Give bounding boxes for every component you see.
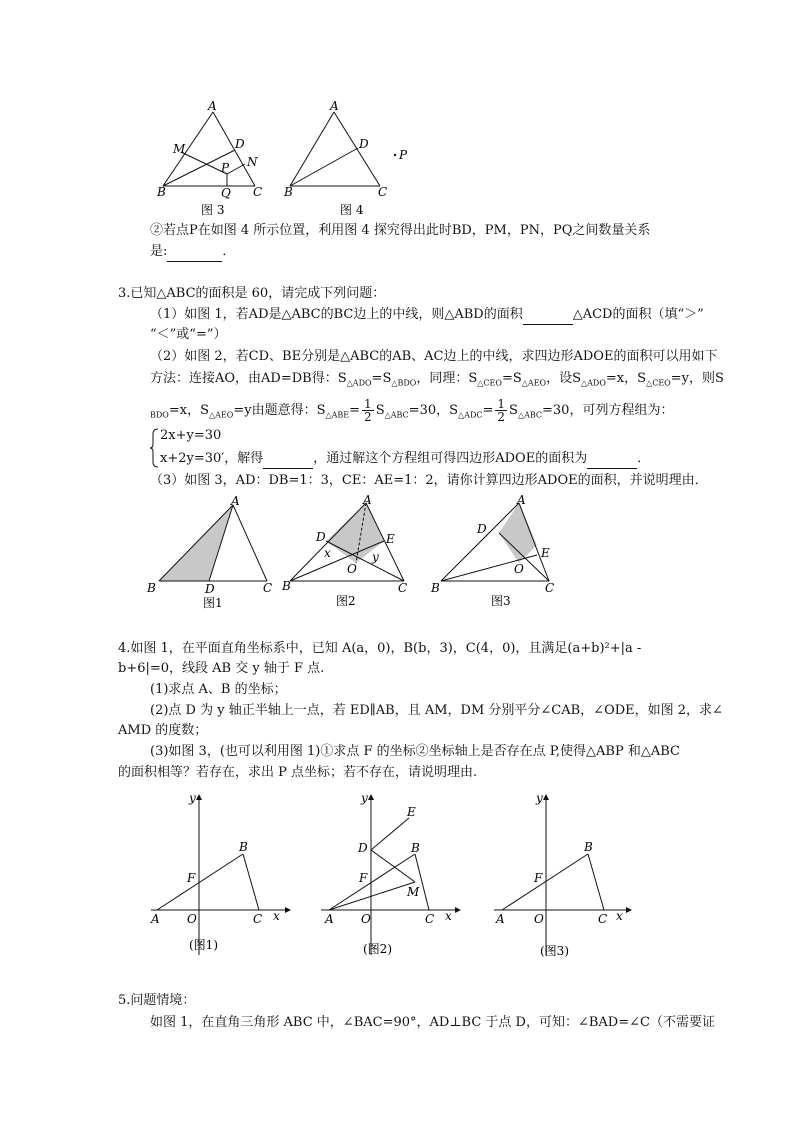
equation-2: [160, 450, 650, 469]
q3-p2-t2: =S: [371, 371, 392, 386]
q4-line4: (2)点 D 为 y 轴正半轴上一点，若 ED∥AB，且 AM，DM 分别平分∠CAB，∠ODE，如图 2，求∠: [150, 703, 723, 718]
q4g2-caption: (图2): [363, 942, 392, 956]
q3f2-label-a: A: [363, 495, 372, 507]
q4-figure-1: [145, 790, 295, 965]
q3-part1-line2: “＜”或“=”）: [150, 327, 227, 342]
q4-line3: (1)求点 A、B 的坐标；: [150, 682, 287, 697]
q3-figure-1: [145, 495, 280, 610]
q3f2-label-y: y: [372, 550, 379, 564]
q3f1-label-c: C: [263, 581, 273, 595]
q4-figure-3: [490, 790, 640, 965]
q2-part2-line2: [150, 243, 235, 262]
q4g3-label-c: C: [598, 912, 608, 926]
q4g3-label-a: A: [496, 912, 505, 926]
q3-part3: （3）如图 3，AD：DB=1：3，CE：AE=1：2，请你计算四边形ADOE的面积，并说明理由．: [150, 473, 708, 488]
frac2-num: 1: [497, 397, 506, 411]
q3f3-label-b: B: [431, 581, 440, 595]
frac2-den: 2: [497, 410, 506, 424]
q3-p1-blank[interactable]: [523, 306, 573, 325]
q3f3-label-e: E: [541, 546, 550, 560]
q4g1-caption: (图1): [189, 938, 218, 952]
q3-solve-text: ，解得: [224, 451, 264, 466]
q4g3-label-o: O: [534, 912, 544, 926]
q3-part1-line1: [150, 306, 704, 325]
q4g2-label-x: x: [445, 909, 452, 923]
q3f2-label-x: x: [324, 546, 331, 560]
q3-p2c-t2: =y由题意得：S: [233, 403, 326, 418]
q3-p2-t3: ，同理：S: [416, 371, 478, 386]
fig4-label-p: P: [399, 148, 408, 162]
q4g1-label-c: C: [253, 912, 263, 926]
q4g2-label-f: F: [359, 871, 368, 885]
q3f2-label-c: C: [398, 581, 408, 595]
q4-line5: AMD 的度数；: [118, 723, 208, 738]
q3f2-label-o: O: [347, 562, 357, 576]
q4g2-label-b: B: [411, 841, 420, 855]
q4g1-label-f: F: [187, 871, 196, 885]
q3f3-caption: 图3: [491, 594, 511, 608]
q3f3-label-a: A: [517, 495, 526, 507]
q4-line6: (3)如图 3，(也可以利用图 1)①求点 F 的坐标②坐标轴上是否存在点 P,使得△ABP 和△ABC: [150, 744, 680, 759]
q4g1-label-x: x: [273, 909, 280, 923]
figure-3-triangle: [155, 100, 270, 218]
q4g3-label-b: B: [584, 840, 593, 854]
q3-p2c-s2: △ABE: [325, 410, 350, 420]
q4g3-label-x: x: [616, 909, 623, 923]
q3-p2-t5: ，设S: [546, 371, 581, 386]
q4g2-label-o: O: [361, 912, 371, 926]
fig3-label-n: N: [247, 155, 258, 169]
q3-heading: 3.已知△ABC的面积是 60，请完成下列问题：: [118, 286, 386, 301]
q3-part2-line3: [150, 398, 673, 425]
q3-p2c-s3: △ABC: [384, 410, 409, 420]
q3f3-label-o: O: [514, 562, 524, 576]
q4g3-label-f: F: [534, 871, 543, 885]
q3-p2-t6: =x，S: [605, 371, 647, 386]
q3-p1-text-a: （1）如图 1，若AD是△ABC的BC边上的中线，则△ABD的面积: [150, 307, 523, 322]
q3-p2-t7: =y，则S: [670, 371, 724, 386]
fig4-label-b: B: [284, 185, 293, 199]
q2-answer-blank[interactable]: [167, 243, 222, 262]
q3-p2c-t4: S: [375, 403, 385, 418]
q3-p2c-t5: =30，S: [408, 403, 459, 418]
q3-eq-period: ．: [637, 451, 651, 466]
q4-line7: 的面积相等？若存在，求出 P 点坐标；若不存在，请说明理由.: [118, 765, 478, 780]
fig3-label-q: Q: [221, 186, 231, 200]
fig4-label-d: D: [359, 137, 369, 151]
q3-solution-blank[interactable]: [263, 450, 313, 469]
q3-p2-t1: 方法：连接AO，由AD=DB得：S: [150, 371, 347, 386]
fig3-caption: 图 3: [201, 203, 225, 217]
q5-heading: 5.问题情境：: [118, 993, 196, 1008]
q4-line2: b+6|=0，线段 AB 交 y 轴于 F 点.: [118, 661, 325, 676]
q3f1-caption: 图1: [203, 596, 223, 610]
q3f3-label-d: D: [477, 522, 487, 536]
q3-p2c-s4: △ADC: [458, 410, 483, 420]
q3f2-caption: 图2: [336, 594, 356, 608]
q3-p2-t4: =S: [501, 371, 522, 386]
q5-line1: 如图 1，在直角三角形 ABC 中，∠BAC=90°，AD⊥BC 于点 D，可知：∠BAD=∠C（不需要证: [150, 1015, 715, 1030]
q3f1-label-d: D: [205, 582, 215, 596]
q3-part2-line2: [150, 370, 724, 393]
q4g1-label-a: A: [151, 912, 160, 926]
fig4-caption: 图 4: [340, 203, 364, 217]
fraction-half-1: [362, 398, 374, 423]
q3-p1-text-b: △ACD的面积（填“＞”: [572, 307, 704, 322]
equation-system-brace: [150, 428, 160, 468]
fig3-label-b: B: [157, 185, 166, 199]
q3-p2-s6: △CEO: [646, 378, 671, 388]
q2-period: ．: [222, 244, 236, 259]
q3-part2-line1: （2）如图 2，若CD、BE分别是△ABC的AB、AC边上的中线，求四边形ADOE的面积可以用如下: [150, 349, 718, 364]
fraction-half-2: [495, 398, 507, 423]
fig3-label-p: P: [221, 161, 230, 175]
q4g1-label-y: y: [189, 791, 196, 805]
q4g2-label-y: y: [361, 791, 368, 805]
q3f2-label-e: E: [386, 532, 395, 546]
figure-4-triangle: [282, 100, 412, 218]
q3f2-label-b: B: [282, 579, 291, 593]
q3-figure-3: [425, 495, 560, 610]
q3-area-blank[interactable]: [587, 450, 637, 469]
fig3-label-c: C: [253, 185, 263, 199]
q4g2-label-m: M: [407, 885, 420, 899]
frac1-den: 2: [364, 410, 372, 424]
q3-figure-2: [280, 495, 415, 610]
q3-p2c-t8: =30，可列方程组为：: [542, 403, 674, 418]
q4g1-label-o: O: [187, 912, 197, 926]
q3-area-text: ，通过解这个方程组可得四边形ADOE的面积为: [313, 451, 588, 466]
q4-figure-2: [315, 790, 465, 965]
q3-p2c-s0: BDO: [150, 410, 169, 420]
q3-p2c-t6: =: [482, 403, 494, 418]
q4g2-label-e: E: [407, 805, 416, 819]
q4g3-caption: (图3): [540, 944, 569, 958]
q3-p2c-t7: S: [509, 403, 518, 418]
fig3-label-a: A: [208, 100, 217, 113]
q2-part2-line1: ②若点P在如图 4 所示位置，利用图 4 探究得出此时BD，PM，PN，PQ之间数量关系: [150, 223, 651, 238]
q4g1-label-b: B: [239, 840, 248, 854]
q3-p2-s1: △ADO: [346, 378, 372, 388]
q3-p2c-t1: =x，S: [168, 403, 209, 418]
q4g2-label-c: C: [425, 912, 435, 926]
q2-label-shi: 是:: [150, 244, 168, 259]
q3f1-label-b: B: [147, 581, 156, 595]
q4g2-label-a: A: [325, 912, 334, 926]
equation-1: 2x+y=30: [160, 428, 222, 443]
q3f2-label-d: D: [316, 530, 326, 544]
q4g2-label-d: D: [358, 841, 368, 855]
q3-p2-s4: △AEO: [521, 378, 547, 388]
q4g3-label-y: y: [536, 791, 543, 805]
q4-line1: 4.如图 1，在平面直角坐标系中，已知 A(a，0)，B(b，3)，C(4，0)，且满足(a+b)²+|a -: [118, 641, 642, 656]
frac1-num: 1: [364, 397, 372, 411]
q3-p2-s2: △BDO: [391, 378, 417, 388]
fig3-label-m: M: [173, 142, 186, 156]
q3-p2c-t3: =: [349, 403, 361, 418]
fig4-label-c: C: [378, 185, 388, 199]
q3f1-label-a: A: [231, 495, 240, 508]
equation-2-text: x+2y=30′: [160, 451, 225, 466]
fig4-label-a: A: [330, 100, 339, 113]
q3-p2-s3: △CEO: [477, 378, 502, 388]
q3-p2-s5: △ADO: [581, 378, 606, 388]
fig3-label-d: D: [235, 137, 245, 151]
q3-p2c-s1: △AEO: [209, 410, 234, 420]
q3-p2c-s5: △ABC: [517, 410, 543, 420]
q3f3-label-c: C: [545, 581, 555, 595]
